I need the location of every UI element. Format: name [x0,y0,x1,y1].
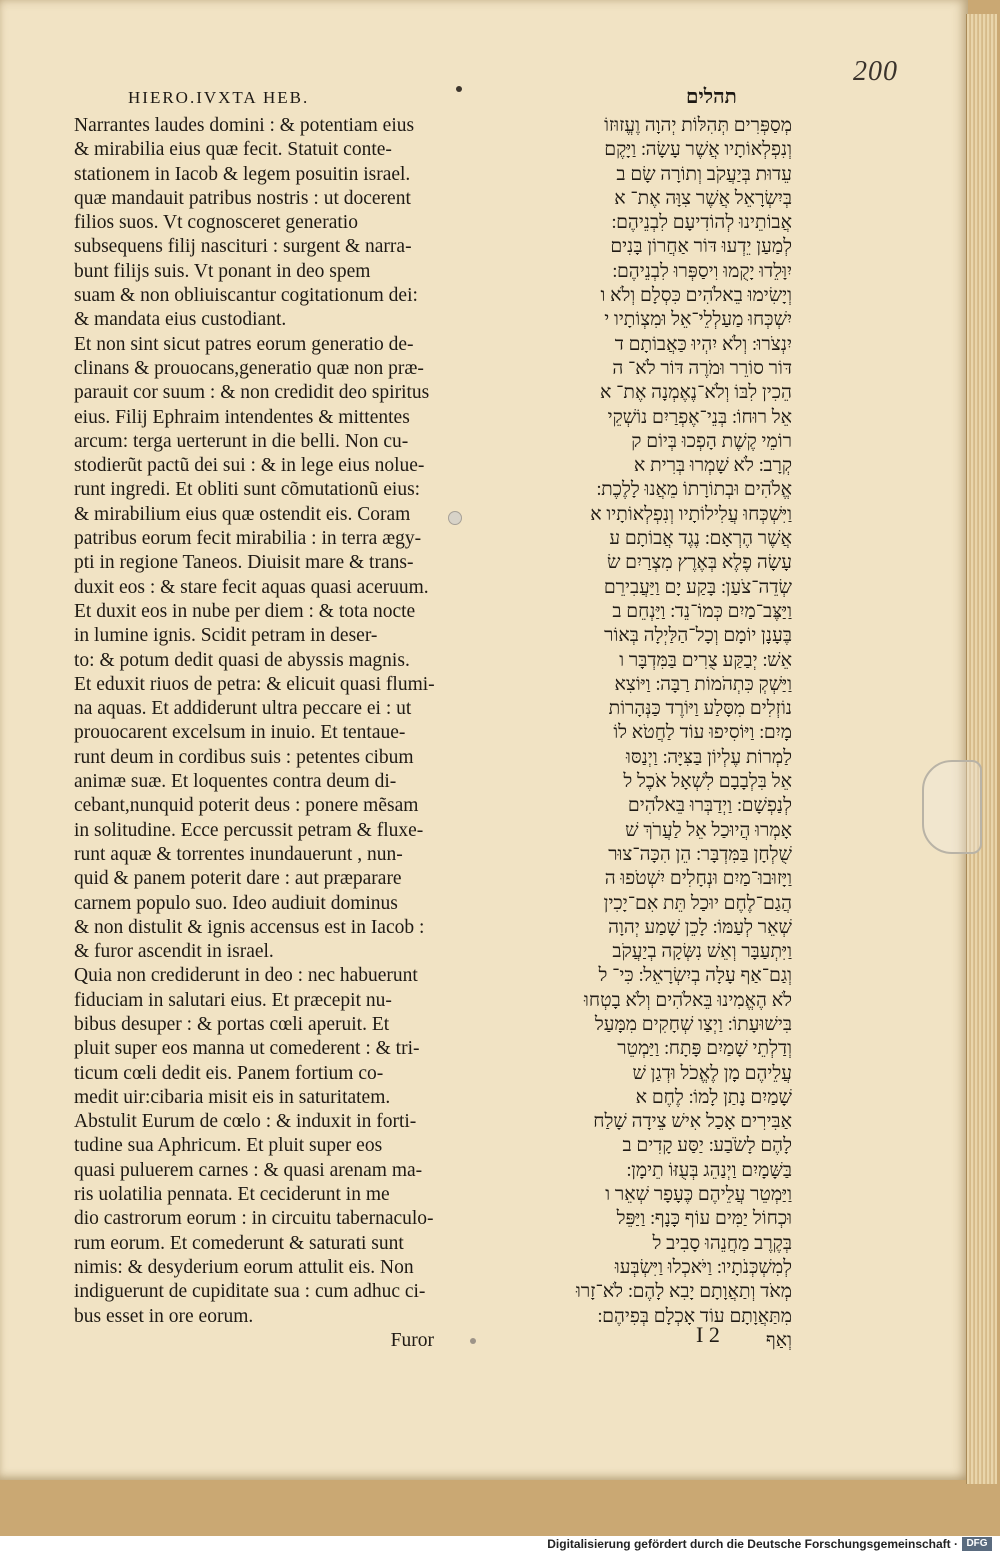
binding-hole [448,511,462,525]
latin-line: Quia non crediderunt in deo : nec habuerunt [74,965,418,987]
hebrew-line: קְרָב ׃ לֹא שָׁמְרוּ בְּרִית א [633,455,792,477]
latin-line: stodierũt pactũ dei sui : & in lege eius nolue- [74,455,425,477]
latin-line: animæ suæ. Et loquentes contra deum di- [74,771,397,793]
latin-line: to: & potum dedit quasi de abyssis magnis. [74,649,410,671]
hebrew-line: וַיִּשְׁכְּחוּ עֲלִילוֹתָיו וְנִפְלְאוֹתָיו א [590,503,792,525]
latin-line: Et duxit eos in nube per diem : & tota nocte [74,600,416,622]
hebrew-line: וּכְחוֹל יַמִּים עוֹף כָּנָף ׃ וַיַּפֵּל [616,1208,792,1230]
latin-line: duxit eos : & stare fecit aquas quasi aceruum. [74,576,429,598]
latin-line: quasi puluerem carnes : & quasi arenam ma- [74,1159,423,1181]
latin-line: Et eduxit riuos de petra: & elicuit quasi flumi- [74,673,435,695]
hebrew-line: לְמִשְׁכְּנֹתָיו ׃ וַיֹּאכְלוּ וַיִּשְׂבְּעוּ [614,1256,792,1278]
hebrew-line: וְדַלְתֵי שָׁמַיִם פָּתָח ׃ וַיַּמְטֵר [617,1038,792,1060]
latin-line: & mirabilium eius quæ ostendit eis. Coram [74,503,411,525]
latin-line: bunt filijs suis. Vt ponant in deo spem [74,260,371,282]
hebrew-line: אֵשׁ ׃ יְבַקַּע צֻרִים בַּמִּדְבָּר ו [619,649,792,671]
latin-line: ris uolatilia pennata. Et ceciderunt in me [74,1184,390,1206]
ornament-dot [456,86,462,92]
hebrew-line: בִּישׁוּעָתוֹ ׃ וַיְצַו שְׁחָקִים מִמָּעַל [594,1013,792,1035]
page-edges [966,14,997,1484]
latin-line: quæ mandauit patribus nostris : ut docerent [74,187,411,209]
hebrew-line: עָשָׂה פֶלֶא בְּאֶרֶץ מִצְרַיִם שׂ [606,552,792,574]
hebrew-line: וַיִּתְעַבָּר וְאֵשׁ נִשְּׂקָה בְיַעֲקֹב [612,941,792,963]
hebrew-line: דּוֹר סוֹרֵר וּמֹרֶה דּוֹר לֹא־ ה [612,357,792,379]
hebrew-line: מִתַּאֲוָתָם עוֹד אָכְלָם בְּפִיהֶם ׃ [597,1305,792,1327]
hebrew-line: וְנִפְלְאוֹתָיו אֲשֶׁר עָשָׂה ׃ וַיָּקֶם [604,139,792,161]
latin-line: tudine sua Aphricum. Et pluit super eos [74,1135,383,1157]
hebrew-line: וַיַּמְטֵר עֲלֵיהֶם כֶּעָפָר שְׁאֵר ו [605,1184,792,1206]
latin-line: medit uir:cibaria misit eis in saturitatem. [74,1086,391,1108]
latin-line: parauit cor suum : & non credidit deo spiritus [74,382,430,404]
dfg-logo: DFG [962,1537,992,1551]
signature-mark: I 2 [696,1322,720,1347]
latin-line: & mirabilia eius quæ fecit. Statuit conte- [74,139,392,161]
latin-line: Narrantes laudes domini : & potentiam eius [74,115,415,136]
hebrew-column [566,114,792,1353]
hebrew-line: אֵל בִּלְבָבָם לִשְׁאָל אֹכֶל ל [623,771,792,793]
hebrew-line: שֻׁלְחָן בַּמִּדְבָּר ׃ הֵן הִכָּה־צוּר [608,843,792,865]
hebrew-line: שָׁמַיִם נָתַן לָמוֹ ׃ לֶחֶם א [635,1086,792,1108]
latin-line: stationem in Iacob & legem posuitin israel. [74,163,411,185]
latin-line: in solitudine. Ecce percussit petram & fluxe- [74,819,424,841]
hebrew-line: שְׁאֵר לְעַמּוֹ ׃ לָכֵן שָׁמַע יְהוָה [608,916,792,938]
gutter-dot [470,1338,476,1344]
hebrew-line: בַּשָּׁמָיִם וַיְנַהֵג בְּעֻזּוֹ תֵימָן ׃ [626,1159,792,1181]
hebrew-line: בֶּעָנָן יוֹמָם וְכָל־הַלַּיְלָה בְּאוֹר [604,625,792,647]
latin-line: bus esset in ore eorum. [74,1305,254,1327]
hebrew-line: אֲבוֹתֵינוּ לְהוֹדִיעָם לִבְנֵיהֶם ׃ [611,212,792,234]
latin-line: Et non sint sicut patres eorum generatio de- [74,333,414,355]
hebrew-line: לֹא הֶאֱמִינוּ בֵּאלֹהִים וְלֹא בָטְחוּ [583,989,792,1011]
hebrew-line: נוֹזְלִים מִסָּלַע וַיּוֹרֶד כַּנְּהָרוֹת [608,698,792,720]
latin-line: runt aquæ & torrentes inundauerunt , nun- [74,843,403,865]
hebrew-line: לָהֶם לָשֹׂבַע ׃ יַסַּע קָדִים ב [622,1135,792,1157]
hebrew-line: שְׂדֵה־צֹעַן ׃ בָּקַע יָם וַיַּעֲבִירֵם [603,576,792,598]
hebrew-line: וַיַּצֶּב־מַיִם כְּמוֹ־נֵד ׃ וַיַּנְחֵם ב [612,600,792,622]
folio-number: 200 [853,56,898,87]
latin-line: arcum: terga uerterunt in die belli. Non cu- [74,430,409,452]
latin-line: & mandata eius custodiant. [74,309,287,331]
hebrew-line: עֲלֵיהֶם מָן לֶאֱכֹל וּדְגַן שׁ [632,1062,792,1084]
hebrew-line: וַיַּשְׁקְ כִּתְהֹמוֹת רַבָּה ׃ וַיּוֹצִא [614,673,792,695]
latin-line: quid & panem poterit dare : aut præparare [74,868,402,890]
catchword: Furor [390,1329,434,1351]
hebrew-line: הֵכִין לִבּוֹ וְלֹא־נֶאֶמְנָה אֶת־ א [600,382,792,404]
latin-line: rum eorum. Et comederunt & saturati sunt [74,1232,404,1254]
latin-line: pluit super eos manna ut comederent : & tri- [74,1038,420,1060]
hebrew-line: לַמְרוֹת עֶלְיוֹן בַּצִּיָּה ׃ וַיְנַסּוּ [626,746,792,768]
hebrew-line: יִוָּלֵדוּ יָקֻמוּ וִיסַפְּרוּ לִבְנֵיהֶם ׃ [612,260,792,282]
footer-credit: Digitalisierung gefördert durch die Deutsche Forschungsgemeinschaft · [547,1537,958,1551]
latin-line: indiguerunt de cupiditate sua : cum adhuc ci- [74,1281,426,1303]
hebrew-line: מְסַפְּרִים תְּהִלּוֹת יְהוָה וֶעֱזוּזוֹ [604,115,792,136]
hebrew-line: אֵל רוּחוֹ ׃ בְּנֵי־אֶפְרַיִם נוֹשְׁקֵי [607,406,792,428]
hebrew-line: אָמְרוּ הֲיוּכַל אֵל לַעֲרֹךְ שׁ [625,819,792,841]
hebrew-line: רוֹמֵי קֶשֶׁת הָפְכוּ בְּיוֹם ק [631,430,792,452]
hebrew-line: יִנְצֹרוּ ׃ וְלֹא יִהְיוּ כַּאֲבוֹתָם ד [614,333,792,355]
latin-line: bibus desuper : & portas cœli aperuit. Et [74,1013,390,1035]
latin-line: pti in regione Taneos. Diuisit mare & trans- [74,552,414,574]
latin-line: cebant,nunquid poterit deus : ponere mẽsam [74,795,419,817]
latin-line: dio castrorum eorum : in circuitu tabernaculo- [74,1208,434,1230]
hebrew-line: לְנַפְשָׁם ׃ וַיְדַבְּרוּ בֵּאלֹהִים [627,795,792,817]
hebrew-line: בְּיִשְׂרָאֵל אֲשֶׁר צִוָּה אֶת־ א [614,187,792,209]
hebrew-line: וְיָשִׂימוּ בֵאלֹהִים כִּסְלָם וְלֹא ו [600,285,792,307]
latin-line: suam & non obliuiscantur cogitationum dei: [74,285,418,307]
latin-column [74,114,446,1353]
hebrew-line: הֲגַם־לֶחֶם יוּכַל תֵּת אִם־יָכִין [603,892,792,914]
latin-line: runt ingredi. Et obliti sunt cõmutationũ eius: [74,479,421,501]
hebrew-line: לְמַעַן יֵדְעוּ דּוֹר אַחֲרוֹן בָּנִים [610,236,792,258]
latin-line: prouocarent excelsum in inuio. Et tentaue- [74,722,406,744]
running-head-hebrew: תהלים [686,86,737,108]
latin-line: nimis: & desyderium eorum attulit eis. Non [74,1256,414,1278]
latin-line: patribus eorum fecit mirabilia : in terra ægy- [74,528,422,550]
hebrew-line: יִשְׁכְּחוּ מַעַלְלֵי־אֵל וּמִצְוֹתָיו י [604,309,792,331]
latin-line: na aquas. Et addiderunt ultra peccare ei : ut [74,698,412,720]
hebrew-line: אַבִּירִים אָכַל אִישׁ צֵידָה שָׁלַח [593,1111,792,1133]
bookmark-clip [922,760,982,854]
latin-line: & furor ascendit in israel. [74,941,274,963]
hebrew-line: מְאֹד וְתַאֲוָתָם יָבִא לָהֶם ׃ לֹא־זָרוּ [576,1281,792,1303]
hebrew-line: בְּקֶרֶב מַחֲנֵהוּ סָבִיב ל [652,1232,792,1254]
latin-line: clinans & prouocans,generatio quæ non præ- [74,357,424,379]
hebrew-line: וְאַף [765,1329,792,1351]
latin-line: & non distulit & ignis accensus est in Iacob : [74,916,425,938]
hebrew-line: אֲשֶׁר הֶרְאָם ׃ נֶגֶד אֲבוֹתָם ע [609,528,792,550]
latin-line: runt deum in cordibus suis : petentes cibum [74,746,414,768]
latin-line: Abstulit Eurum de cœlo : & induxit in forti- [74,1111,417,1133]
hebrew-line: מָיִם ׃ וַיּוֹסִיפוּ עוֹד לַחֲטֹא לוֹ [613,722,792,744]
hebrew-line: אֱלֹהִים וּבְתוֹרָתוֹ מֵאֲנוּ לָלֶכֶת ׃ [596,479,792,501]
latin-line: carnem populo suo. Ideo audiuit dominus [74,892,398,914]
latin-line: fiduciam in salutari eius. Et præcepit nu- [74,989,392,1011]
latin-line: in lumine ignis. Scidit petram in deser- [74,625,378,647]
latin-line: filios suos. Vt cognosceret generatio [74,212,358,234]
hebrew-line: עֵדוּת בְּיַעֲקֹב וְתוֹרָה שָׂם ב [616,163,792,185]
latin-line: ticum cœli dedit eis. Panem fortium co- [74,1062,384,1084]
footer-bar [0,1536,1000,1553]
latin-line: subsequens filij nascituri : surgent & narra- [74,236,412,258]
hebrew-line: וַיָּזוּבוּ־מַיִם וּנְחָלִים יִשְׁטֹפוּ ה [604,868,792,890]
latin-line: eius. Filij Ephraim intendentes & mittentes [74,406,410,428]
hebrew-line: וְגַם־אַף עָלָה בְיִשְׂרָאֵל ׃ כִּי־ ל [598,965,792,987]
running-head-latin: HIERO.IVXTA HEB. [128,88,310,107]
